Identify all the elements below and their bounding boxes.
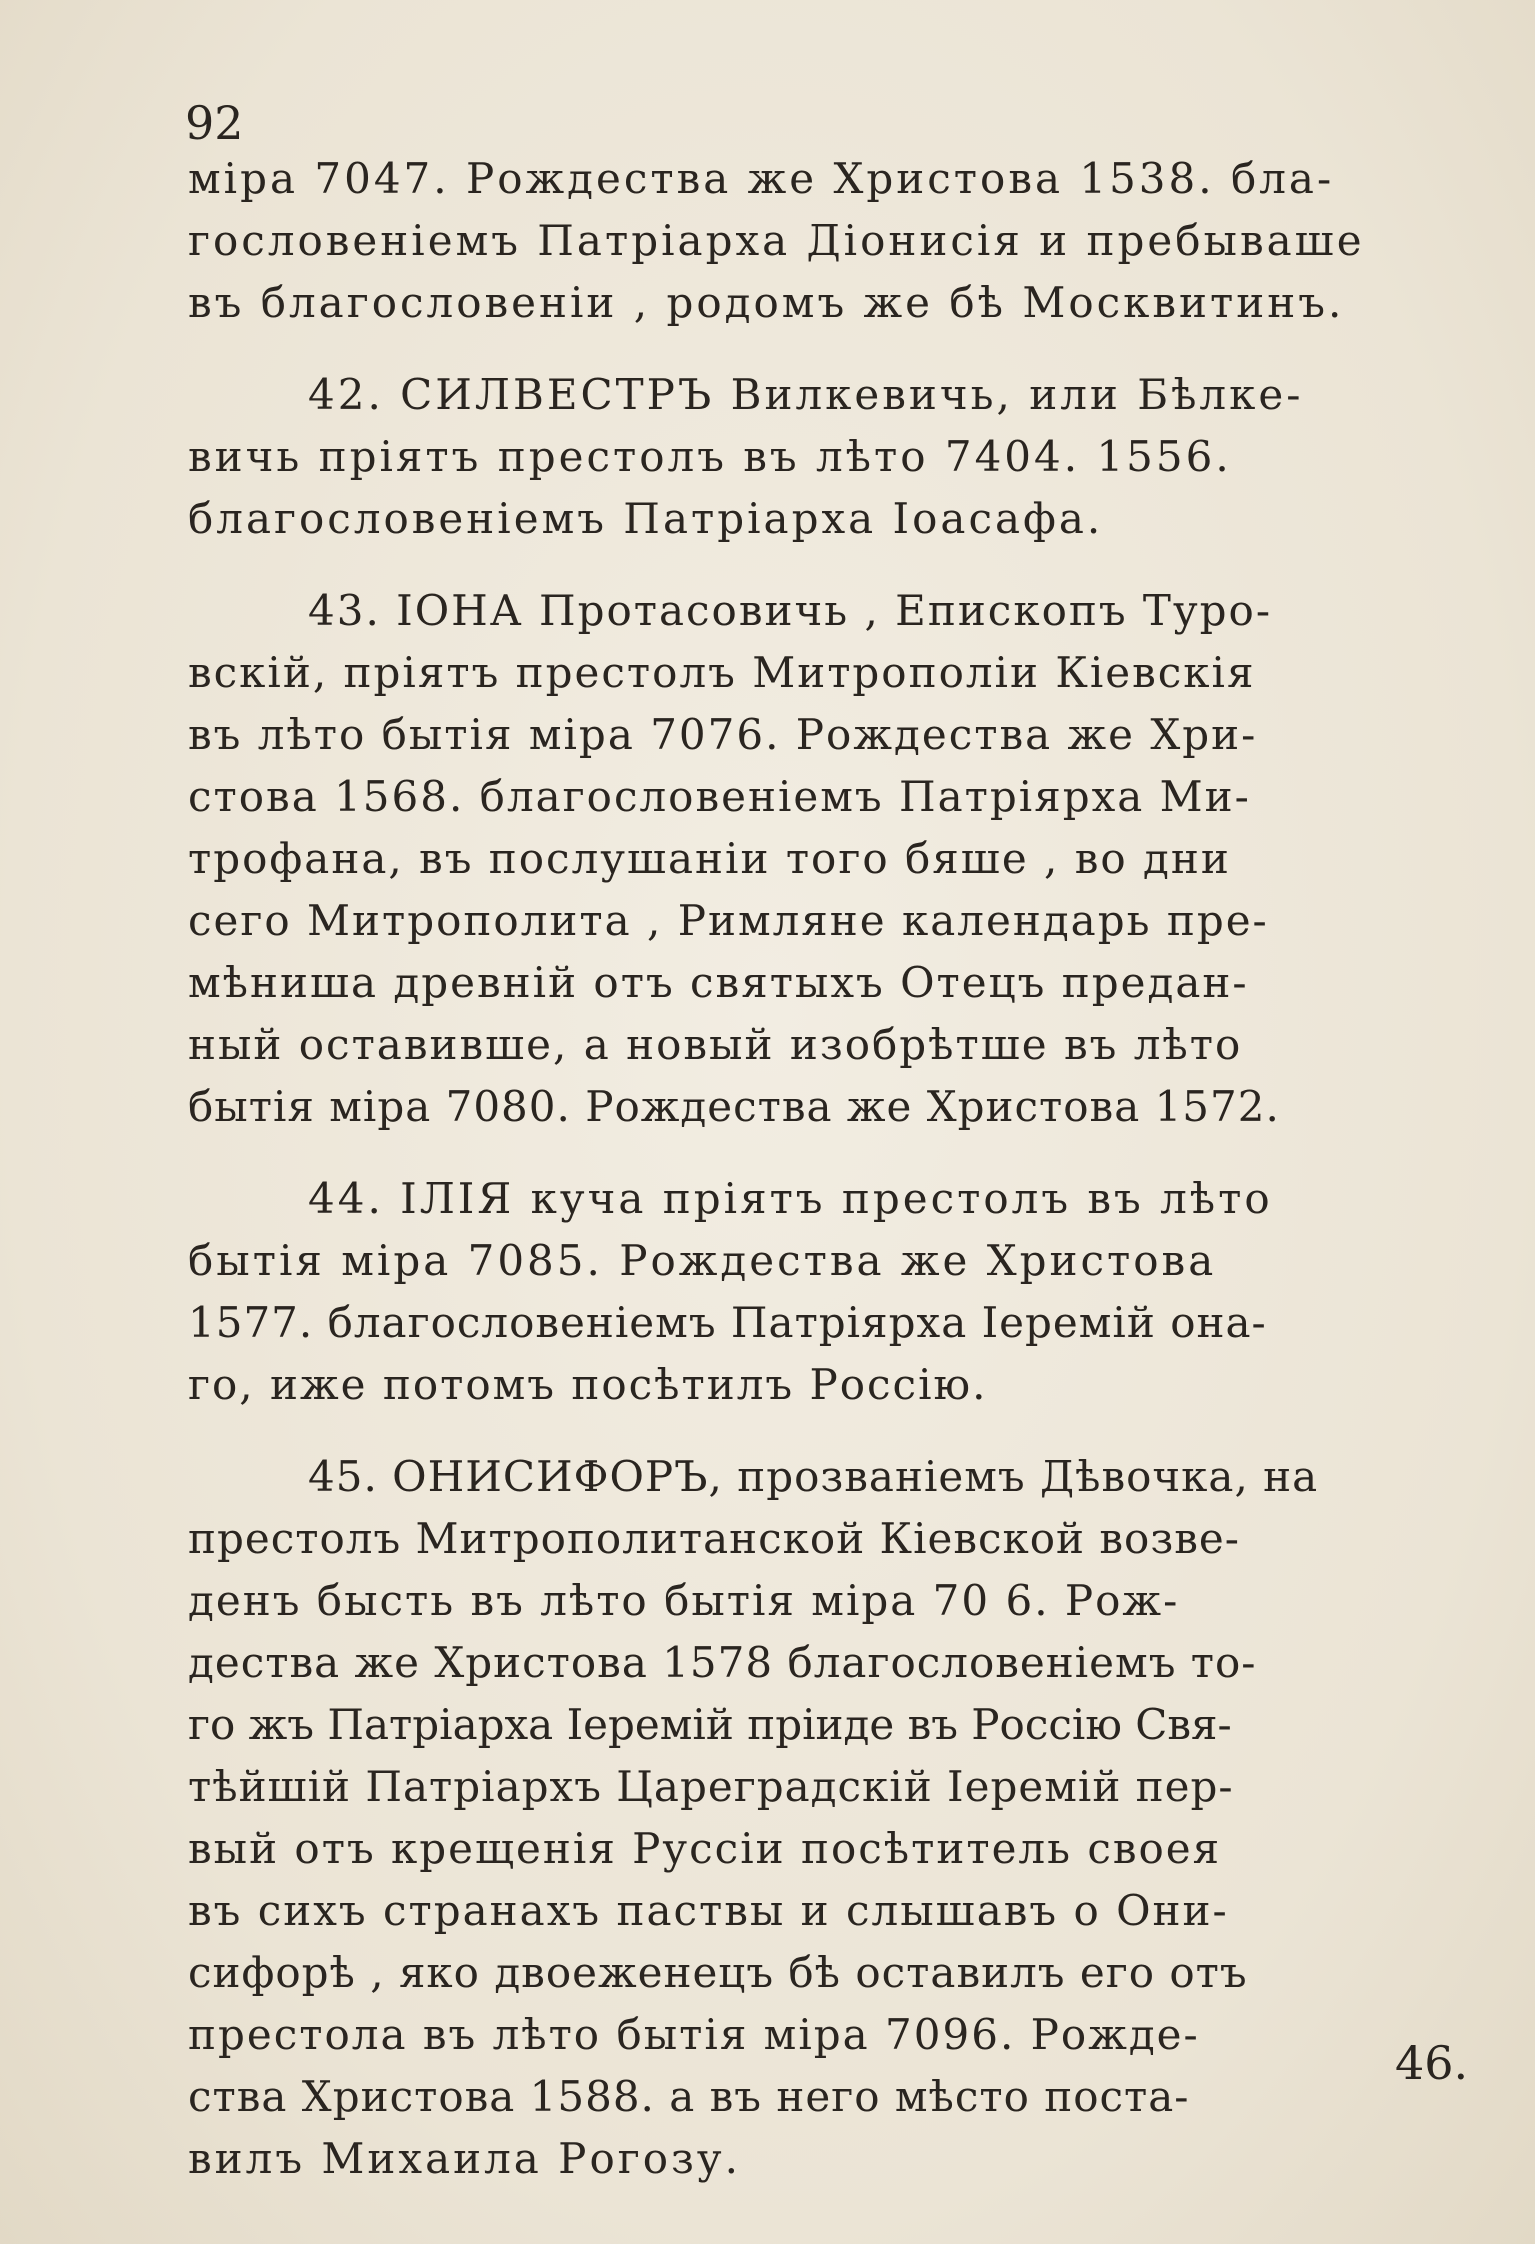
text-line: го, иже потомъ посѣтилъ Россію. xyxy=(188,1360,988,1409)
text-line: престолъ Митрополитанской Кіевской возве- xyxy=(188,1514,1240,1563)
text-line: тѣйшій Патріархъ Цареградскій Іеремій пер- xyxy=(188,1762,1234,1811)
paragraph xyxy=(188,1168,1438,1416)
text-line: стова 1568. благословеніемъ Патріярха Ми- xyxy=(188,772,1251,821)
text-line: сифорѣ , яко двоеженецъ бѣ оставилъ его отъ xyxy=(188,1948,1248,1997)
paragraph xyxy=(188,364,1438,550)
text-line: 44. ІЛІЯ куча пріятъ престолъ въ лѣто xyxy=(308,1174,1273,1223)
text-line: благословеніемъ Патріарха Іоасафа. xyxy=(188,494,1104,543)
text-line: гословеніемъ Патріарха Діонисія и пребываше xyxy=(188,216,1365,265)
text-line: сего Митрополита , Римляне календарь пре- xyxy=(188,896,1269,945)
paragraph xyxy=(188,148,1438,334)
text-line: 1577. благословеніемъ Патріярха Іеремій она- xyxy=(188,1298,1267,1347)
text-line: въ лѣто бытія міра 7076. Рождества же Хри- xyxy=(188,710,1258,759)
text-line: 43. ІОНА Протасовичь , Епископъ Туро- xyxy=(308,586,1273,635)
text-line: трофана, въ послушаніи того бяше , во дни xyxy=(188,834,1231,883)
text-line: денъ бысть въ лѣто бытія міра 70 6. Рож- xyxy=(188,1576,1180,1625)
text-line: 45. ОНИСИФОРЪ, прозваніемъ Дѣвочка, на xyxy=(308,1452,1319,1501)
text-line: вичь пріятъ престолъ въ лѣто 7404. 1556. xyxy=(188,432,1232,481)
text-line: въ благословеніи , родомъ же бѣ Москвитинъ. xyxy=(188,278,1345,327)
text-line: 42. СИЛВЕСТРЪ Вилкевичь, или Бѣлке- xyxy=(308,370,1304,419)
text-line: бытія міра 7085. Рождества же Христова xyxy=(188,1236,1217,1285)
paragraph xyxy=(188,580,1438,1138)
text-line: вилъ Михаила Рогозу. xyxy=(188,2134,741,2183)
text-line: бытія міра 7080. Рождества же Христова 1572. xyxy=(188,1082,1280,1131)
text-line: ный оставивше, а новый изобрѣтше въ лѣто xyxy=(188,1020,1243,1069)
text-line: дества же Христова 1578 благословеніемъ то- xyxy=(188,1638,1257,1687)
catchword: 46. xyxy=(1395,2036,1469,2090)
text-line: го жъ Патріарха Іеремій пріиде въ Россію Свя- xyxy=(188,1700,1232,1749)
text-line: мѣниша древній отъ святыхъ Отецъ предан- xyxy=(188,958,1249,1007)
text-line: въ сихъ странахъ паствы и слышавъ о Они- xyxy=(188,1886,1229,1935)
text-line: міра 7047. Рождества же Христова 1538. бла- xyxy=(188,154,1335,203)
page-number: 92 xyxy=(185,96,244,150)
paragraph xyxy=(188,1446,1438,2190)
text-line: вый отъ крещенія Руссіи посѣтитель своея xyxy=(188,1824,1222,1873)
text-block xyxy=(188,148,1438,2190)
text-line: престола въ лѣто бытія міра 7096. Рожде- xyxy=(188,2010,1200,2059)
text-line: ства Христова 1588. а въ него мѣсто поста- xyxy=(188,2072,1190,2121)
text-line: вскій, пріятъ престолъ Митрополіи Кіевскія xyxy=(188,648,1256,697)
